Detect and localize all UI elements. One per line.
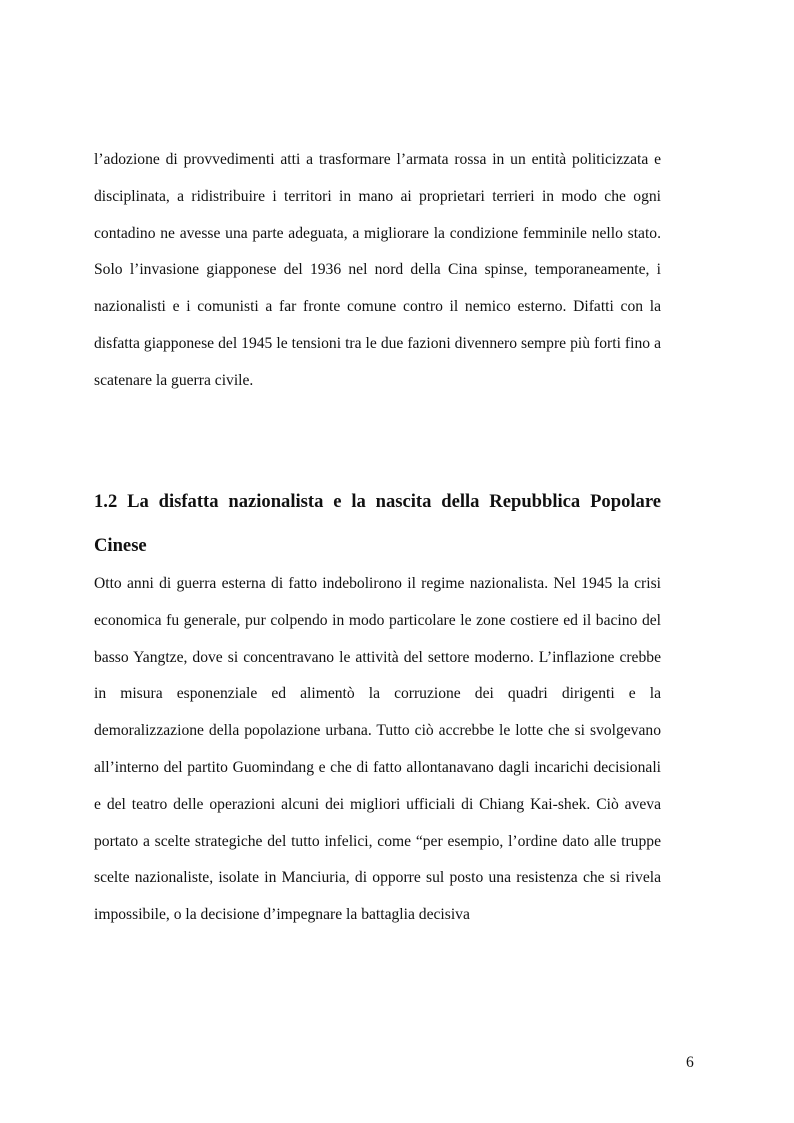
- body-paragraph: Otto anni di guerra esterna di fatto indebolirono il regime nazionalista. Nel 1945 la crisi economica fu generale, pur colpendo in modo particolare le zone costiere ed il bacino del basso Yangtze, dove si concentravano le attività del settore moderno. L’inflazione crebbe in misura esponenziale ed alimentò la corruzione dei quadri dirigenti e la demoralizzazione della popolazione urbana. Tutto ciò accrebbe le lotte che si svolgevano all’interno del partito Guomindang e che di fatto allontanavano dagli incarichi decisionali e del teatro delle operazioni alcuni dei migliori ufficiali di Chiang Kai-shek. Ciò aveva portato a scelte strategiche del tutto infelici, come “per esempio, l’ordine dato alle truppe scelte nazionaliste, isolate in Manciuria, di opporre sul posto una resistenza che si rivela impossibile, o la decisione d’impegnare la battaglia decisiva: [94, 575, 661, 924]
- body-paragraph-continued: l’adozione di provvedimenti atti a trasformare l’armata rossa in un entità politicizzata e disciplinata, a ridistribuire i territori in mano ai proprietari terrieri in modo che ogni contadino ne avesse una parte adeguata, a migliorare la condizione femminile nello stato. Solo l’invasione giapponese del 1936 nel nord della Cina spinse, temporaneamente, i nazionalisti e i comunisti a far fronte comune contro il nemico esterno. Difatti con la disfatta giapponese del 1945 le tensioni tra le due fazioni divennero sempre più forti fino a scatenare la guerra civile.: [94, 151, 661, 389]
- section-heading: 1.2 La disfatta nazionalista e la nascita della Repubblica Popolare Cinese: [94, 491, 661, 556]
- page-number: 6: [686, 1054, 694, 1071]
